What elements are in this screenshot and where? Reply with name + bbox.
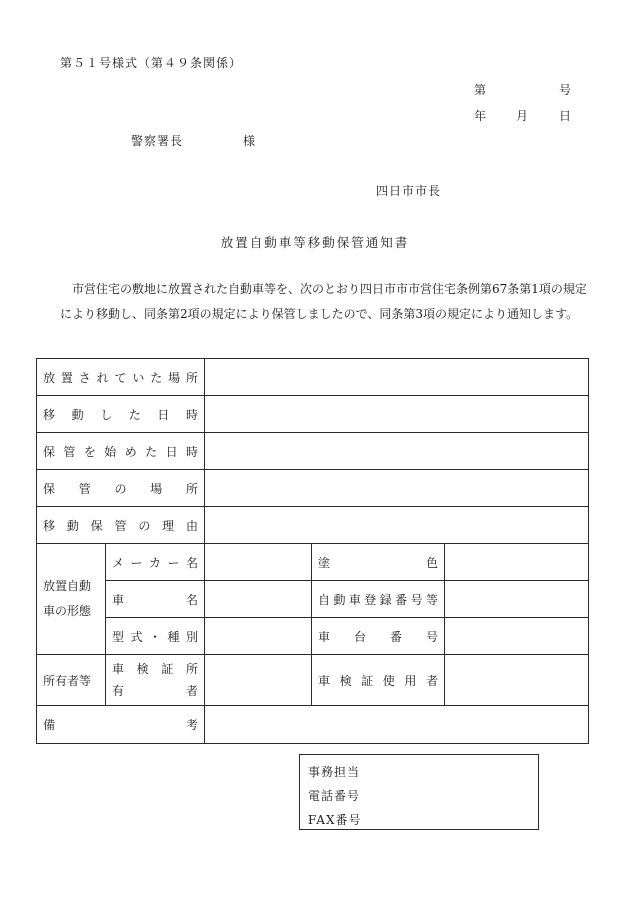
reason-label: 移動保管の理由 [37,507,205,544]
inspection-owner-value[interactable] [205,655,312,706]
office-contact-box [299,754,539,830]
office-staff-label: 事務担当 [308,765,361,779]
notice-paragraph: 市営住宅の敷地に放置された自動車等を、次のとおり四日市市市営住宅条例第67条第1項の規定により移動し、同条第2項の規定により保管しましたので、同条第3項の規定により通知します。 [60,282,587,321]
storage-start-value[interactable] [205,433,589,470]
remarks-label: 備考 [37,706,205,744]
vehicle-info-table [36,358,589,744]
registration-label: 自動車登録番号等 [312,581,445,618]
left-place-label: 放置されていた場所 [37,359,205,396]
remarks-value[interactable] [205,706,589,744]
moved-datetime-value[interactable] [205,396,589,433]
recipient-suffix: 様 [243,134,256,148]
owner-group-label: 所有者等 [37,655,106,706]
date-day-label: 日 [559,109,572,123]
chassis-no-label: 車台番号 [312,618,445,655]
office-phone-label: 電話番号 [308,789,361,803]
form-number: 第５１号様式（第４９条関係） [60,56,243,70]
notice-body [60,277,596,327]
registration-value[interactable] [445,581,589,618]
chassis-no-value[interactable] [445,618,589,655]
storage-start-label: 保管を始めた日時 [37,433,205,470]
inspection-owner-label: 車検証所 有者 [106,655,205,706]
date-month-label: 月 [516,109,529,123]
storage-place-label: 保管の場所 [37,470,205,507]
document-number-dai: 第 [474,83,487,97]
document-number-go: 号 [559,83,572,97]
color-value[interactable] [445,544,589,581]
vehicle-form-label: 放置自動車の形態 [37,544,106,655]
model-type-label: 型式・種別 [106,618,205,655]
inspection-user-value[interactable] [445,655,589,706]
car-name-label: 車名 [106,581,205,618]
sender: 四日市市長 [376,184,442,198]
maker-value[interactable] [205,544,312,581]
color-label: 塗色 [312,544,445,581]
date-year-label: 年 [474,109,487,123]
reason-value[interactable] [205,507,589,544]
office-fax-label: FAX番号 [308,813,362,827]
model-type-value[interactable] [205,618,312,655]
maker-label: メーカー名 [106,544,205,581]
recipient: 警察署長 [131,134,184,148]
inspection-user-label: 車検証使用者 [312,655,445,706]
car-name-value[interactable] [205,581,312,618]
storage-place-value[interactable] [205,470,589,507]
document-title: 放置自動車等移動保管通知書 [220,235,410,250]
moved-datetime-label: 移動した日時 [37,396,205,433]
left-place-value[interactable] [205,359,589,396]
